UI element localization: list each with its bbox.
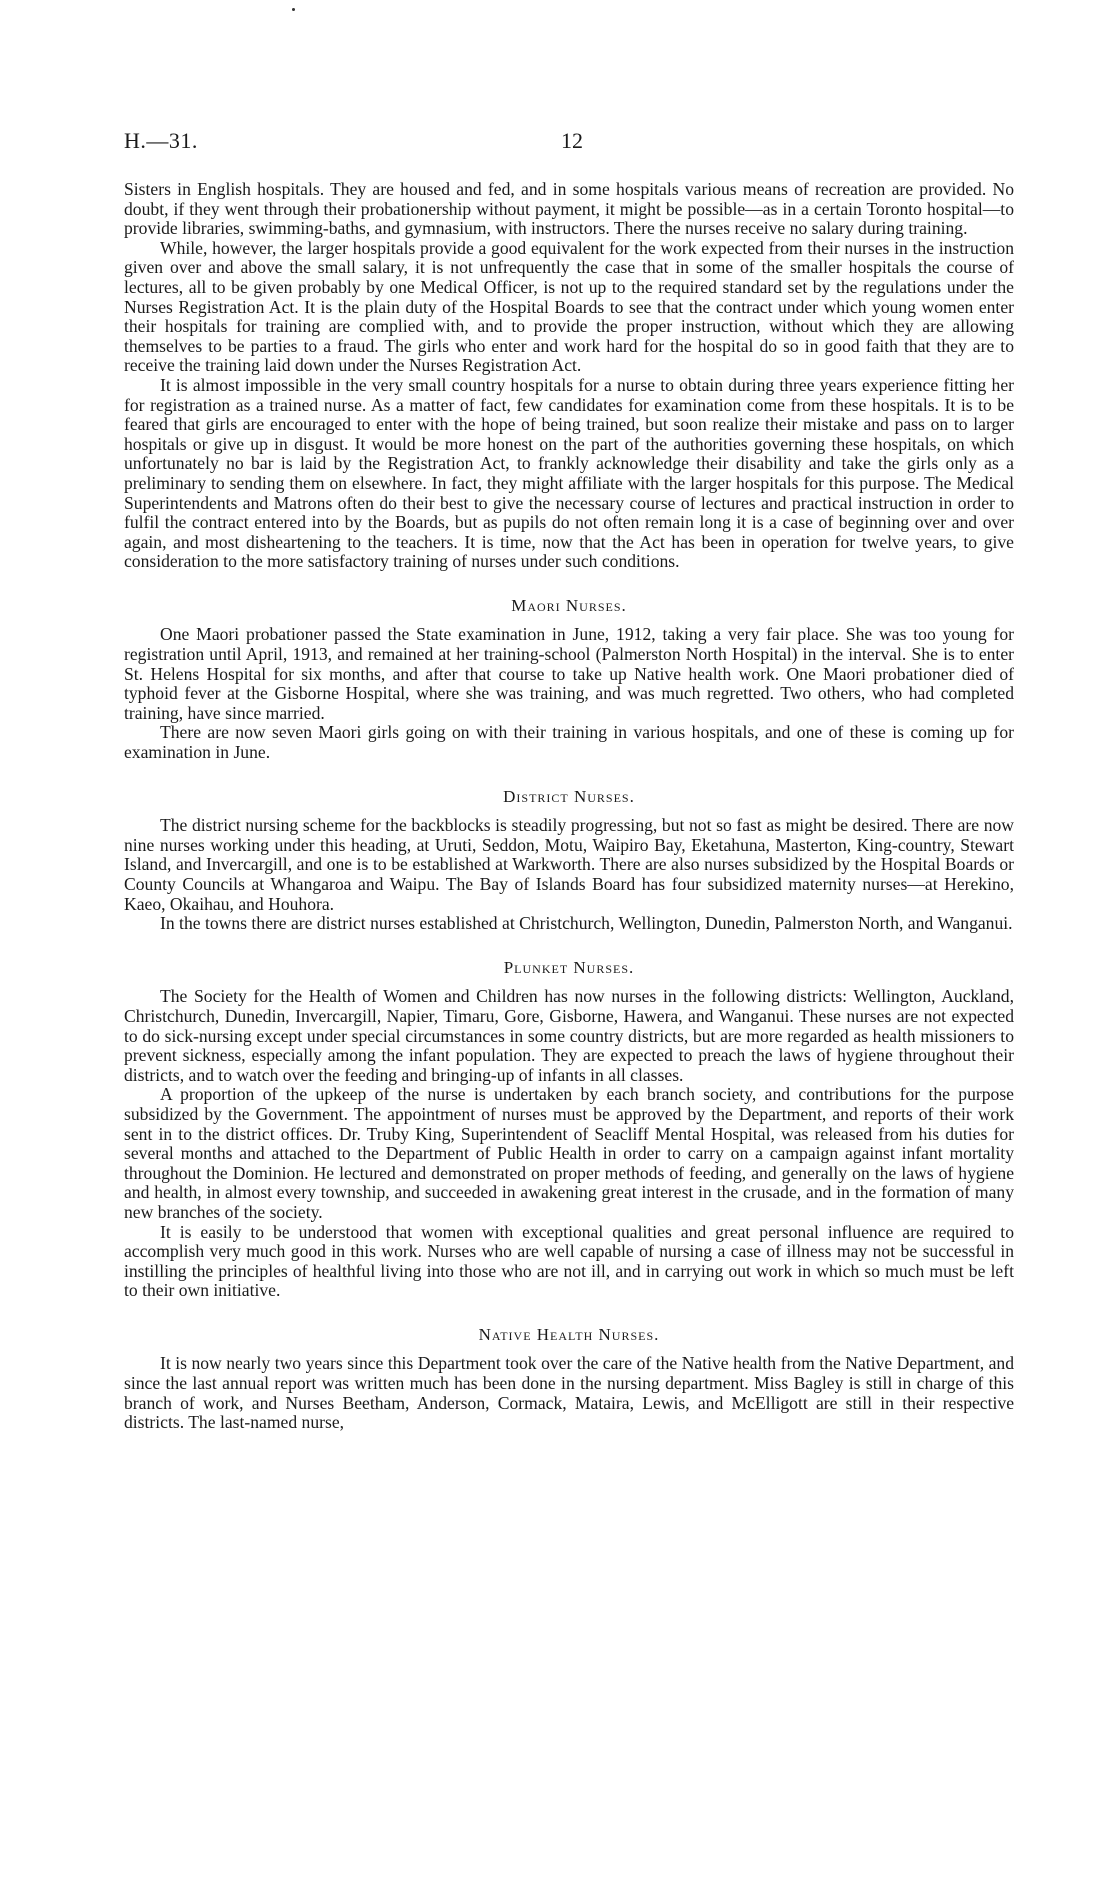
paragraph: A proportion of the upkeep of the nurse is undertaken by each branch society, and contributions for the purpose subsidized by the Government. The appointment of nurses must be approved by the Department, and reports of their work sent in to the district offices. Dr. Truby King, Superintendent of Seacliff Mental Hospital, was released from his duties for several months and attached to the Department of Public Health in order to carry on a campaign against infant mortality throughout the Dominion. He lectured and demonstrated on proper methods of feeding, and generally on the laws of hygiene and health, in almost every township, and succeeded in awakening great interest in the crusade, and in the formation of many new branches of the society.: [124, 1084, 1014, 1222]
paragraph: It is now nearly two years since this Department took over the care of the Native health from the Native Department, and since the last annual report was written much has been done in the nursing department. Miss Bagley is still in charge of this branch of work, and Nurses Beetham, Anderson, Cormack, Mataira, Lewis, and McElligott are still in their respective districts. The last-named nurse,: [124, 1353, 1014, 1433]
paragraph: There are now seven Maori girls going on with their training in various hospitals, and one of these is coming up for examination in June.: [124, 722, 1014, 763]
document-page: [124, 122, 1014, 1433]
section-heading-district-nurses: District Nurses.: [503, 786, 635, 806]
page-number: 12: [561, 128, 583, 153]
section-heading-maori-nurses: Maori Nurses.: [511, 595, 627, 615]
paragraph: The district nursing scheme for the backblocks is steadily progressing, but not so fast as might be desired. There are now nine nurses working under this heading, at Uruti, Seddon, Motu, Waipiro Bay, Eketahuna, Masterton, King-country, Stewart Island, and Invercargill, and one is to be established at Warkworth. There are also nurses subsidized by the Hospital Boards or County Councils at Whangaroa and Waipu. The Bay of Islands Board has four subsidized maternity nurses—at Herekino, Kaeo, Okaihau, and Houhora.: [124, 815, 1014, 914]
section-heading-native-health-nurses: Native Health Nurses.: [478, 1324, 660, 1344]
paragraph: Sisters in English hospitals. They are housed and fed, and in some hospitals various means of recreation are provided. No doubt, if they went through their probationership without payment, it might be possible—as in a certain Toronto hospital—to provide libraries, swimming-baths, and gymnasium, with instructors. There the nurses receive no salary during training.: [124, 179, 1014, 239]
page-header: [124, 122, 1014, 162]
paragraph: In the towns there are district nurses established at Christchurch, Wellington, Dunedin, Palmerston North, and Wanganui.: [160, 913, 1013, 934]
paragraph: One Maori probationer passed the State examination in June, 1912, taking a very fair place. She was too young for registration until April, 1913, and remained at her training-school (Palmerston North Hospital) in the interval. She is to enter St. Helens Hospital for six months, and after that course to take up Native health work. One Maori probationer died of typhoid fever at the Gisborne Hospital, where she was training, and was much regretted. Two others, who had completed training, have since married.: [124, 624, 1014, 723]
scan-speck: [292, 8, 295, 11]
paragraph: It is easily to be understood that women with exceptional qualities and great personal influence are required to accomplish very much good in this work. Nurses who are well capable of nursing a case of illness may not be successful in instilling the principles of healthful living into those who are not ill, and in carrying out work in which so much must be left to their own initiative.: [124, 1221, 1014, 1301]
paragraph: While, however, the larger hospitals provide a good equivalent for the work expected from their nurses in the instruction given over and above the small salary, it is not unfrequently the case that in some of the smaller hospitals the course of lectures, all to be given probably by one Medical Officer, is not up to the required standard set by the regulations under the Nurses Registration Act. It is the plain duty of the Hospital Boards to see that the contract under which young women enter their hospitals for training are complied with, and to provide the proper instruction, without which they are allowing themselves to be parties to a fraud. The girls who enter and work hard for the hospital do so in good faith that they are to receive the training laid down under the Nurses Registration Act.: [124, 237, 1014, 376]
paragraph: The Society for the Health of Women and Children has now nurses in the following districts: Wellington, Auckland, Christchurch, Dunedin, Invercargill, Napier, Timaru, Gore, Gisborne, Hawera, and Wanganui. These nurses are not expected to do sick-nursing except under special circumstances in some country districts, but are more regarded as health missioners to prevent sickness, especially among the infant population. They are expected to preach the laws of hygiene throughout their districts, and to watch over the feeding and bringing-up of infants in all classes.: [124, 986, 1014, 1085]
paragraph: It is almost impossible in the very small country hospitals for a nurse to obtain during three years experience fitting her for registration as a trained nurse. As a matter of fact, few candidates for examination come from these hospitals. It is to be feared that girls are encouraged to enter with the hope of being trained, but soon realize their mistake and pass on to larger hospitals or give up in disgust. It would be more honest on the part of the authorities governing these hospitals, on which unfortunately no bar is laid by the Registration Act, to frankly acknowledge their disability and take the girls only as a preliminary to sending them on elsewhere. In fact, they might affiliate with the larger hospitals for this purpose. The Medical Superintendents and Matrons often do their best to give the necessary course of lectures and practical instruction in order to fulfil the contract entered into by the Boards, but as pupils do not often remain long it is a case of beginning over and over again, and most disheartening to the teachers. It is time, now that the Act has been in operation for twelve years, to give consideration to the more satisfactory training of nurses under such conditions.: [124, 374, 1014, 572]
report-reference: H.—31.: [124, 128, 198, 153]
section-heading-plunket-nurses: Plunket Nurses.: [503, 957, 635, 977]
document-body: [124, 180, 1014, 1433]
